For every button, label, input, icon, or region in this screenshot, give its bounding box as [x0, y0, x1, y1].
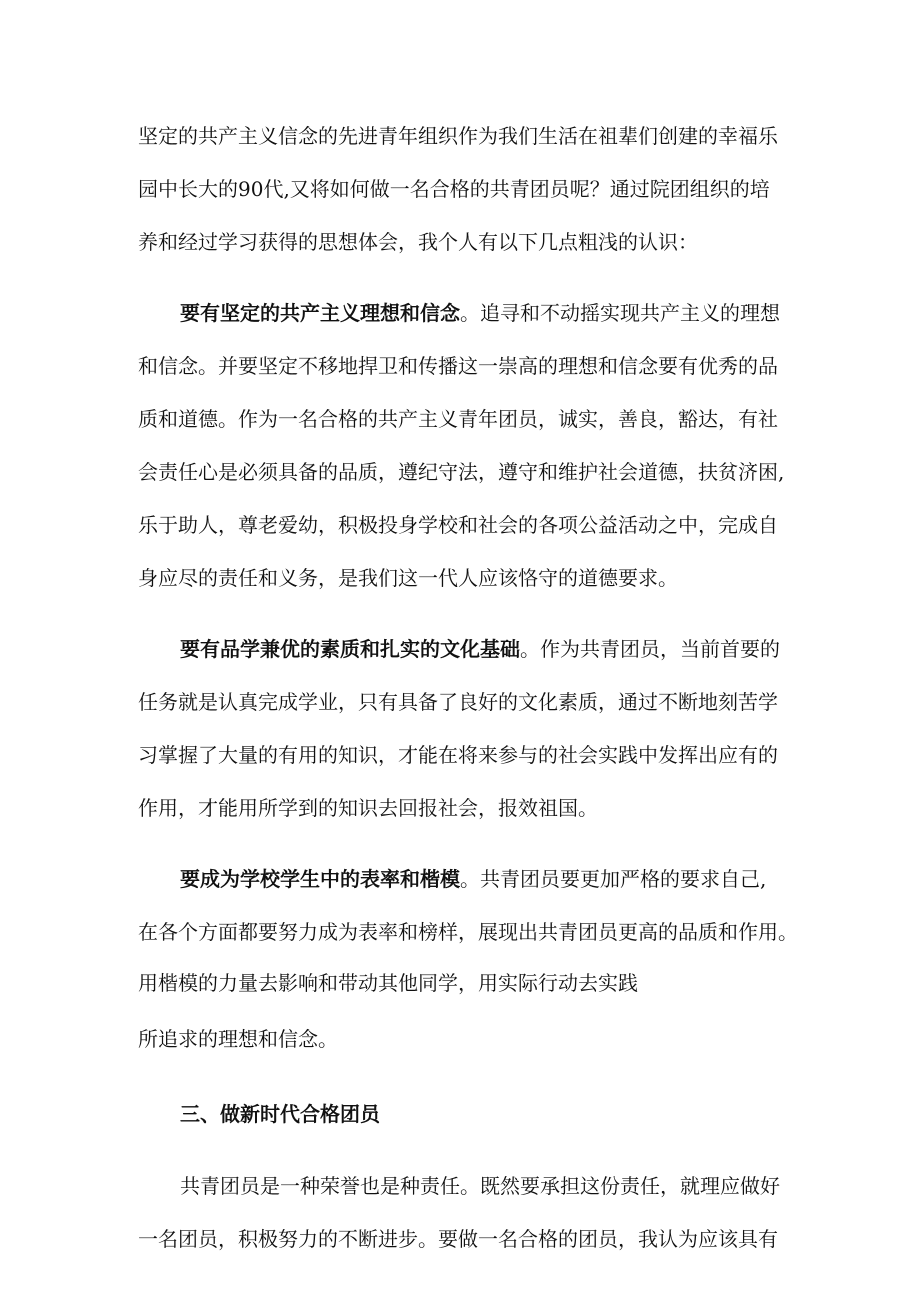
paragraph-line: 坚定的共产主义信念的先进青年组织作为我们生活在祖辈们创建的幸福乐 — [138, 124, 778, 148]
paragraph-line — [180, 299, 840, 327]
paragraph-line: 任务就是认真完成学业，只有具备了良好的文化素质，通过不断地刻苦学 — [138, 690, 778, 714]
section-title: 三、做新时代合格团员 — [180, 1102, 380, 1126]
section-heading: 要有品学兼优的素质和扎实的文化基础 — [180, 637, 520, 661]
paragraph-line: 共青团员是一种荣誉也是种责任。既然要承担这份责任，就理应做好 — [180, 1174, 780, 1198]
paragraph-text: 。共青团员要更加严格的要求自己, — [460, 867, 767, 891]
section-heading: 要有坚定的共产主义理想和信念 — [180, 301, 460, 325]
section-heading: 要成为学校学生中的表率和楷模 — [180, 867, 460, 891]
paragraph-line: 质和道德。作为一名合格的共产主义青年团员，诚实，善良，豁达，有社 — [138, 407, 778, 431]
paragraph-line: 所追求的理想和信念。 — [138, 1027, 338, 1051]
paragraph-line — [180, 635, 840, 663]
paragraph-line: 用楷模的力量去影响和带动其他同学，用实际行动去实践 — [138, 971, 638, 995]
paragraph-line: 在各个方面都要努力成为表率和榜样，展现出共青团员更高的品质和作用。 — [138, 920, 798, 944]
paragraph-line: 身应尽的责任和义务，是我们这一代人应该恪守的道德要求。 — [138, 566, 678, 590]
paragraph-line: 和信念。并要坚定不移地捍卫和传播这一崇高的理想和信念要有优秀的品 — [138, 354, 778, 378]
paragraph-line: 会责任心是必须具备的品质，遵纪守法，遵守和维护社会道德，扶贫济困, — [138, 460, 785, 484]
paragraph-line: 养和经过学习获得的思想体会，我个人有以下几点粗浅的认识： — [138, 230, 698, 254]
paragraph-line: 乐于助人，尊老爱幼，积极投身学校和社会的各项公益活动之中，完成自 — [138, 513, 778, 537]
paragraph-line: 习掌握了大量的有用的知识，才能在将来参与的社会实践中发挥出应有的 — [138, 743, 778, 767]
paragraph-line: 作用，才能用所学到的知识去回报社会，报效祖国。 — [138, 796, 598, 820]
paragraph-line: 一名团员，积极努力的不断进步。要做一名合格的团员，我认为应该具有 — [138, 1227, 778, 1251]
paragraph-line — [180, 865, 840, 893]
paragraph-text: 。作为共青团员，当前首要的 — [520, 637, 780, 661]
paragraph-line: 园中长大的90代,又将如何做一名合格的共青团员呢？通过院团组织的培 — [138, 177, 770, 201]
paragraph-text: 。追寻和不动摇实现共产主义的理想 — [460, 301, 780, 325]
